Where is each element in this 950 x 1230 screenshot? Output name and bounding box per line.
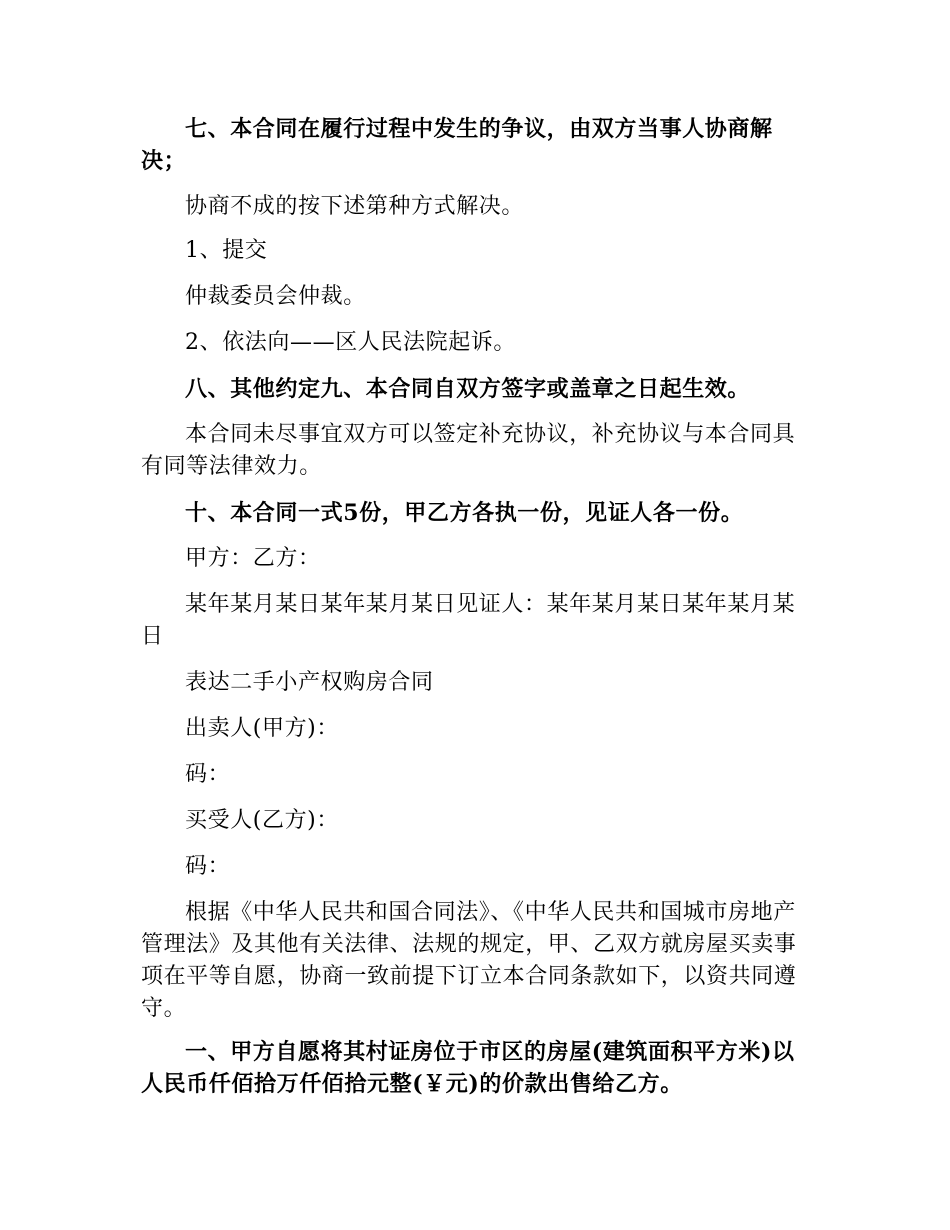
buyer-label: 买受人(乙方)： xyxy=(185,808,339,833)
negotiation-failure-text: 协商不成的按下述第种方式解决。 xyxy=(185,194,525,219)
clause-10-copies: 十、本合同一式5份，甲乙方各执一份，见证人各一份。 xyxy=(185,500,744,526)
clause-1-sale: 一、甲方自愿将其村证房位于市区的房屋(建筑面积平方米)以人民币仟佰拾万仟佰拾元整(￥元)的价款出售给乙方。 xyxy=(141,1039,795,1097)
supplementary-agreement-text: 本合同未尽事宜双方可以签定补充协议，补充协议与本合同具有同等法律效力。 xyxy=(141,422,796,479)
parties-signature-line: 甲方：乙方： xyxy=(185,546,321,571)
contract-title: 表达二手小产权购房合同 xyxy=(185,670,434,695)
buyer-code-label: 码： xyxy=(185,854,231,879)
clause-8-9-effective: 八、其他约定九、本合同自双方签字或盖章之日起生效。 xyxy=(185,376,751,402)
arbitration-committee-text: 仲裁委员会仲裁。 xyxy=(185,284,366,309)
option-1-submit: 1、提交 xyxy=(185,238,268,263)
dates-witness-line: 某年某月某日某年某月某日见证人：某年某月某日某年某月某日 xyxy=(141,592,796,649)
option-2-court: 2、依法向——区人民法院起诉。 xyxy=(185,330,516,355)
seller-code-label: 码： xyxy=(185,762,231,787)
legal-basis-paragraph: 根据《中华人民共和国合同法》、《中华人民共和国城市房地产管理法》及其他有关法律、法规的规定，甲、乙双方就房屋买卖事项在平等自愿，协商一致前提下订立本合同条款如下，以资共同遵守。 xyxy=(141,900,797,1021)
seller-label: 出卖人(甲方)： xyxy=(185,716,339,741)
clause-7-dispute: 七、本合同在履行过程中发生的争议，由双方当事人协商解决； xyxy=(141,116,773,174)
